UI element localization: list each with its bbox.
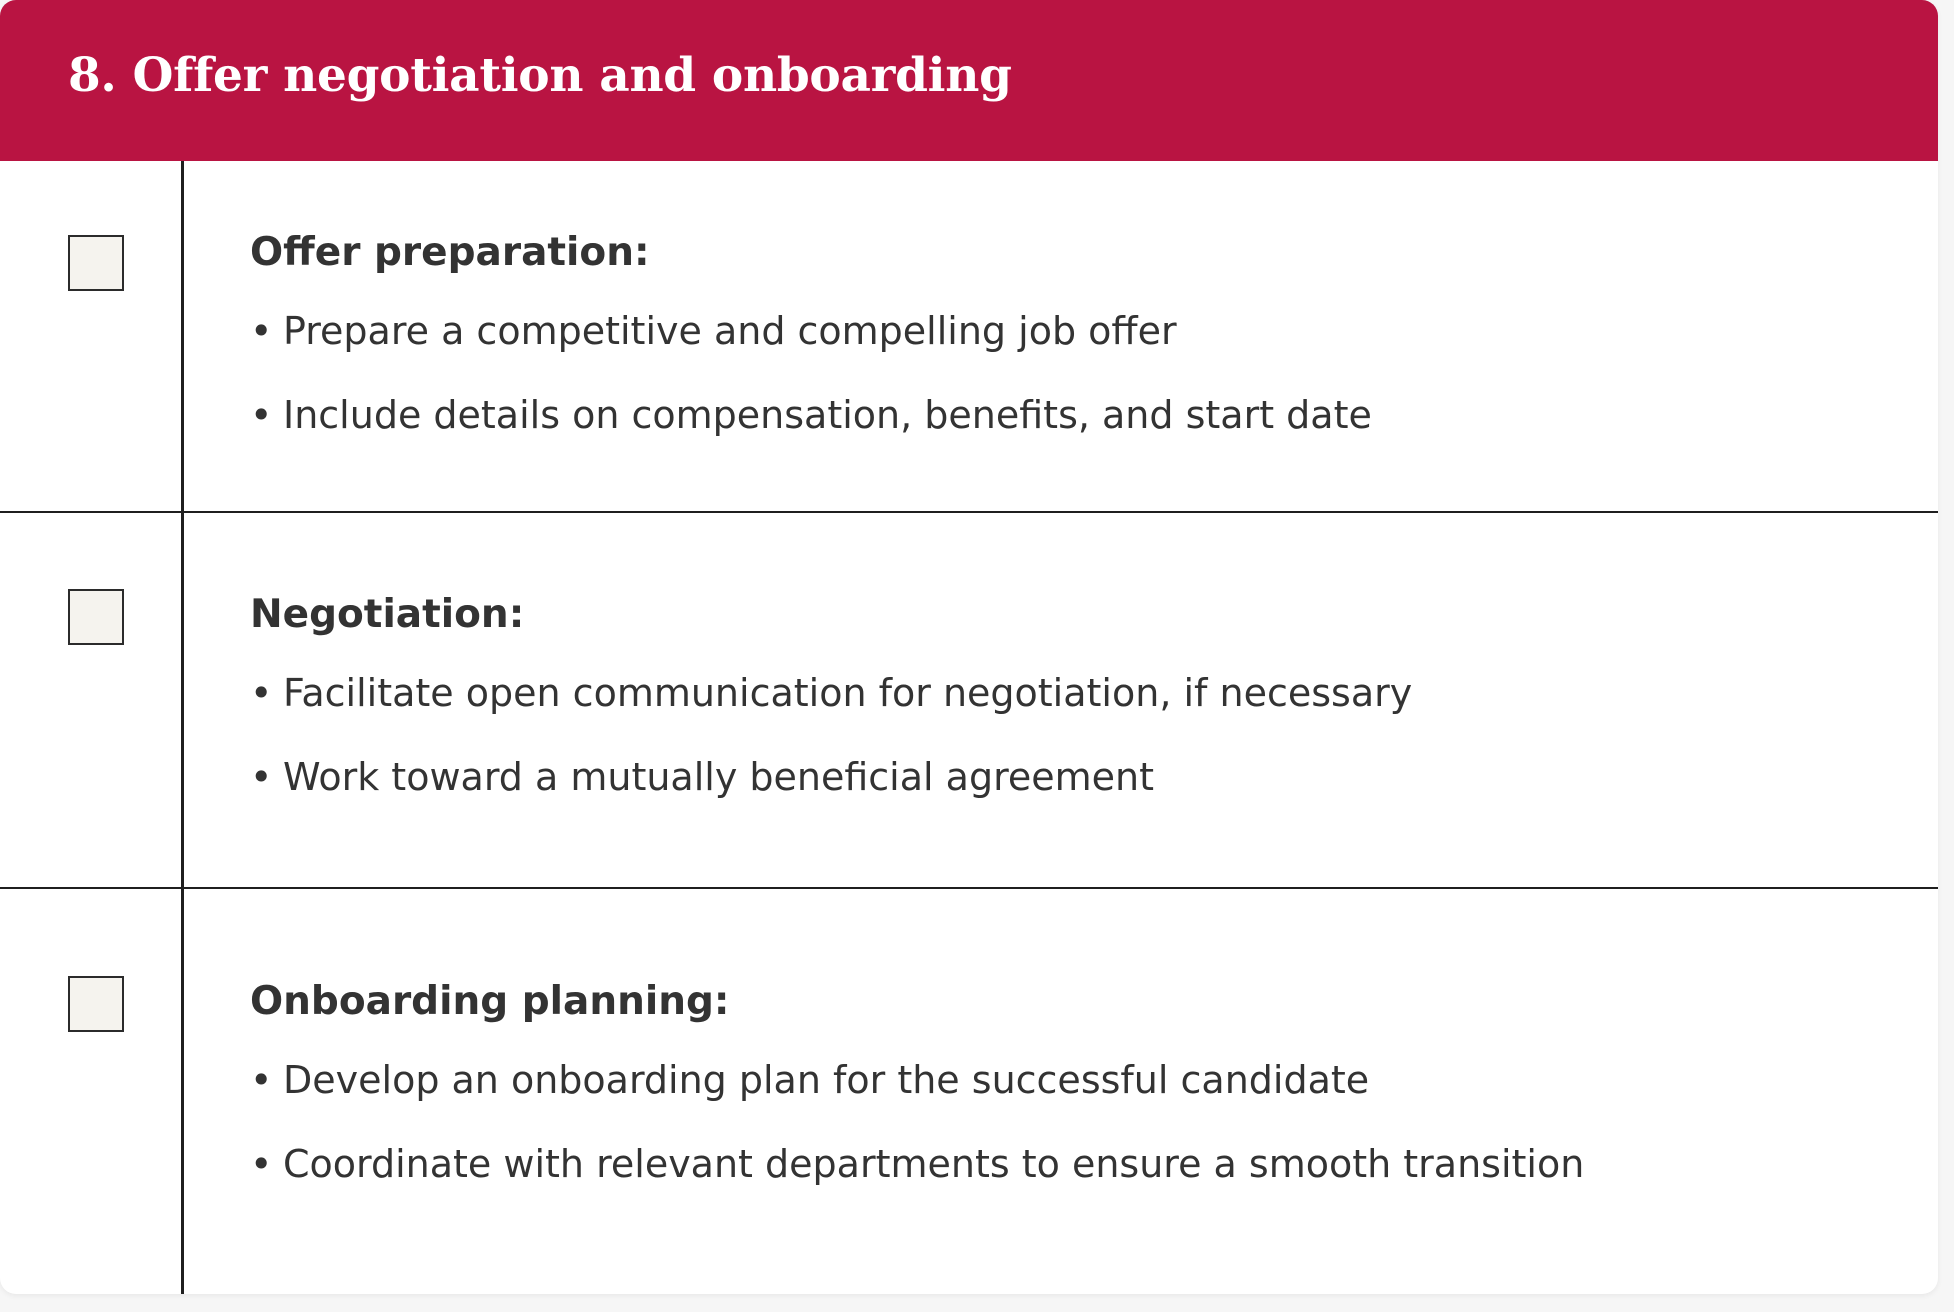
bullet-text: Include details on compensation, benefits, and start date — [283, 393, 1372, 437]
offer-preparation-checkbox[interactable] — [68, 235, 124, 291]
bullet-item — [250, 750, 1900, 804]
onboarding-planning-checkbox[interactable] — [68, 976, 124, 1032]
section-header — [0, 0, 1938, 161]
checklist-item-negotiation — [250, 588, 1900, 834]
row-divider — [0, 887, 1938, 889]
bullet-text: Develop an onboarding plan for the successful candidate — [283, 1058, 1370, 1102]
bullet-icon: • — [250, 671, 273, 715]
column-divider — [181, 161, 184, 1294]
bullet-item — [250, 304, 1900, 358]
bullet-icon: • — [250, 393, 273, 437]
bullet-icon: • — [250, 1058, 273, 1102]
bullet-icon: • — [250, 1142, 273, 1186]
bullet-item — [250, 388, 1900, 442]
section-title: 8. Offer negotiation and onboarding — [68, 48, 1012, 103]
checklist-item-offer-preparation — [250, 226, 1900, 472]
bullet-icon: • — [250, 755, 273, 799]
row-divider — [0, 511, 1938, 513]
checklist-item-onboarding-planning — [250, 975, 1900, 1221]
item-title: Onboarding planning: — [250, 979, 730, 1024]
bullet-item — [250, 666, 1900, 720]
bullet-text: Prepare a competitive and compelling job offer — [283, 309, 1177, 353]
bullet-item — [250, 1137, 1900, 1191]
negotiation-checkbox[interactable] — [68, 589, 124, 645]
bullet-text: Work toward a mutually beneficial agreement — [283, 755, 1154, 799]
bullet-text: Facilitate open communication for negotiation, if necessary — [283, 671, 1413, 715]
bullet-icon: • — [250, 309, 273, 353]
bullet-text: Coordinate with relevant departments to ensure a smooth transition — [283, 1142, 1585, 1186]
bullet-item — [250, 1053, 1900, 1107]
item-title: Negotiation: — [250, 592, 525, 637]
item-title: Offer preparation: — [250, 230, 650, 275]
